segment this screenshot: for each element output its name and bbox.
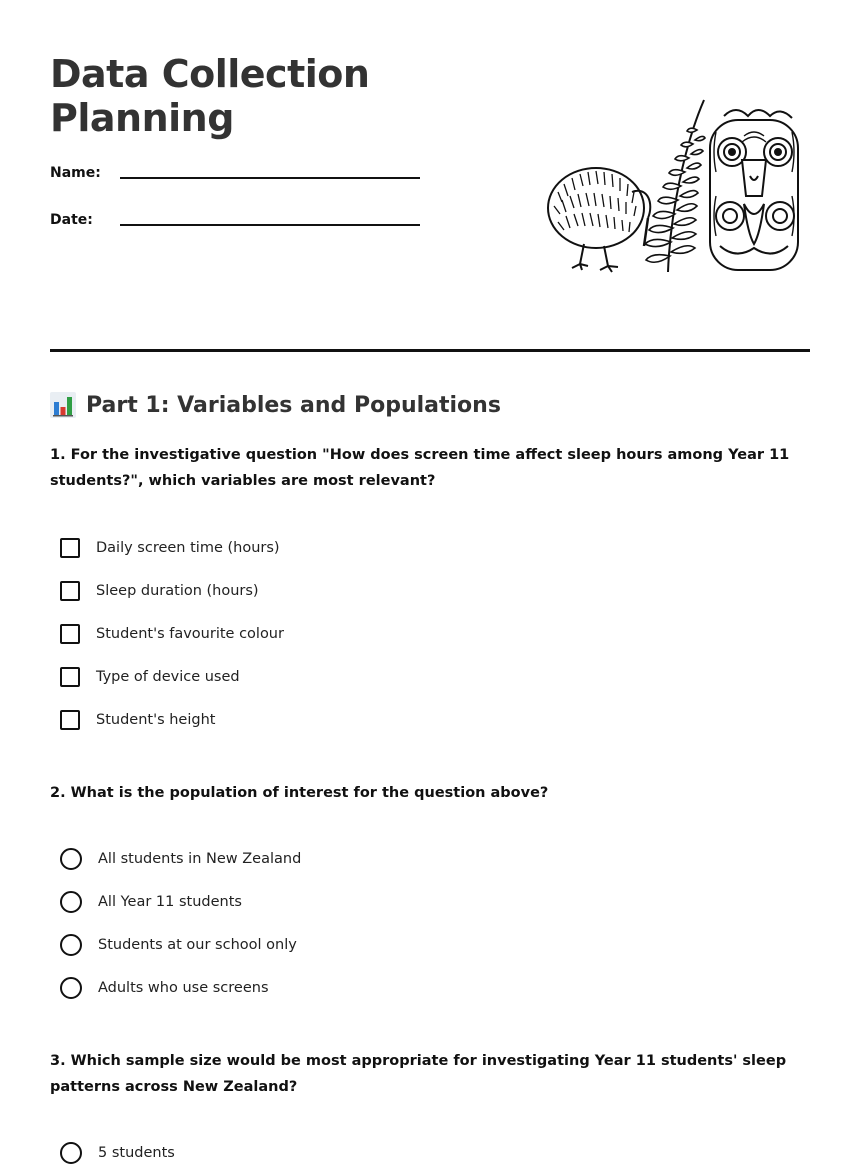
question-3: 3. Which sample size would be most appropriate for investigating Year 11 students' sleep patterns across New Zealand? bbox=[50, 1053, 787, 1095]
checkbox[interactable] bbox=[60, 710, 80, 730]
q3-option-1[interactable] bbox=[60, 1140, 175, 1166]
checkbox[interactable] bbox=[60, 624, 80, 644]
q1-option-3[interactable] bbox=[60, 621, 284, 647]
name-label: Name: bbox=[50, 165, 101, 181]
date-input-line[interactable] bbox=[120, 224, 420, 226]
q2-option-4[interactable] bbox=[60, 975, 269, 1001]
title-line-2: Planning bbox=[50, 96, 234, 140]
radio-button[interactable] bbox=[60, 977, 82, 999]
worksheet-title bbox=[50, 52, 369, 140]
bar-chart-icon bbox=[50, 392, 76, 418]
name-field bbox=[50, 165, 420, 189]
option-label: Student's favourite colour bbox=[96, 626, 284, 642]
option-label: Student's height bbox=[96, 712, 216, 728]
q1-option-2[interactable] bbox=[60, 578, 259, 604]
option-label: Daily screen time (hours) bbox=[96, 540, 280, 556]
date-label: Date: bbox=[50, 212, 93, 228]
name-input-line[interactable] bbox=[120, 177, 420, 179]
radio-button[interactable] bbox=[60, 848, 82, 870]
q2-option-1[interactable] bbox=[60, 846, 301, 872]
part1-title: Part 1: Variables and Populations bbox=[86, 392, 501, 418]
option-label: 5 students bbox=[98, 1145, 175, 1161]
option-label: All students in New Zealand bbox=[98, 851, 302, 867]
option-label: All Year 11 students bbox=[98, 894, 242, 910]
checkbox[interactable] bbox=[60, 538, 80, 558]
section-divider bbox=[50, 349, 810, 352]
q1-option-4[interactable] bbox=[60, 664, 240, 690]
part1-heading bbox=[50, 388, 501, 422]
radio-button[interactable] bbox=[60, 934, 82, 956]
q2-option-3[interactable] bbox=[60, 932, 297, 958]
kiwi-bird-icon bbox=[548, 168, 650, 272]
option-label: Type of device used bbox=[96, 669, 240, 685]
question-1: 1. For the investigative question "How does screen time affect sleep hours among Year 11 students?", which variables are most relevant? bbox=[50, 447, 790, 489]
option-label: Students at our school only bbox=[98, 937, 297, 953]
checkbox[interactable] bbox=[60, 667, 80, 687]
q1-option-5[interactable] bbox=[60, 707, 215, 733]
maori-carving-icon bbox=[710, 110, 798, 270]
q2-option-2[interactable] bbox=[60, 889, 242, 915]
option-label: Adults who use screens bbox=[98, 980, 269, 996]
radio-button[interactable] bbox=[60, 891, 82, 913]
fern-frond-icon bbox=[645, 100, 705, 272]
option-label: Sleep duration (hours) bbox=[96, 583, 259, 599]
q1-option-1[interactable] bbox=[60, 535, 280, 561]
checkbox[interactable] bbox=[60, 581, 80, 601]
question-2: 2. What is the population of interest for the question above? bbox=[50, 785, 549, 801]
date-field bbox=[50, 212, 420, 236]
nz-illustration bbox=[544, 96, 800, 276]
title-line-1: Data Collection bbox=[50, 52, 370, 96]
